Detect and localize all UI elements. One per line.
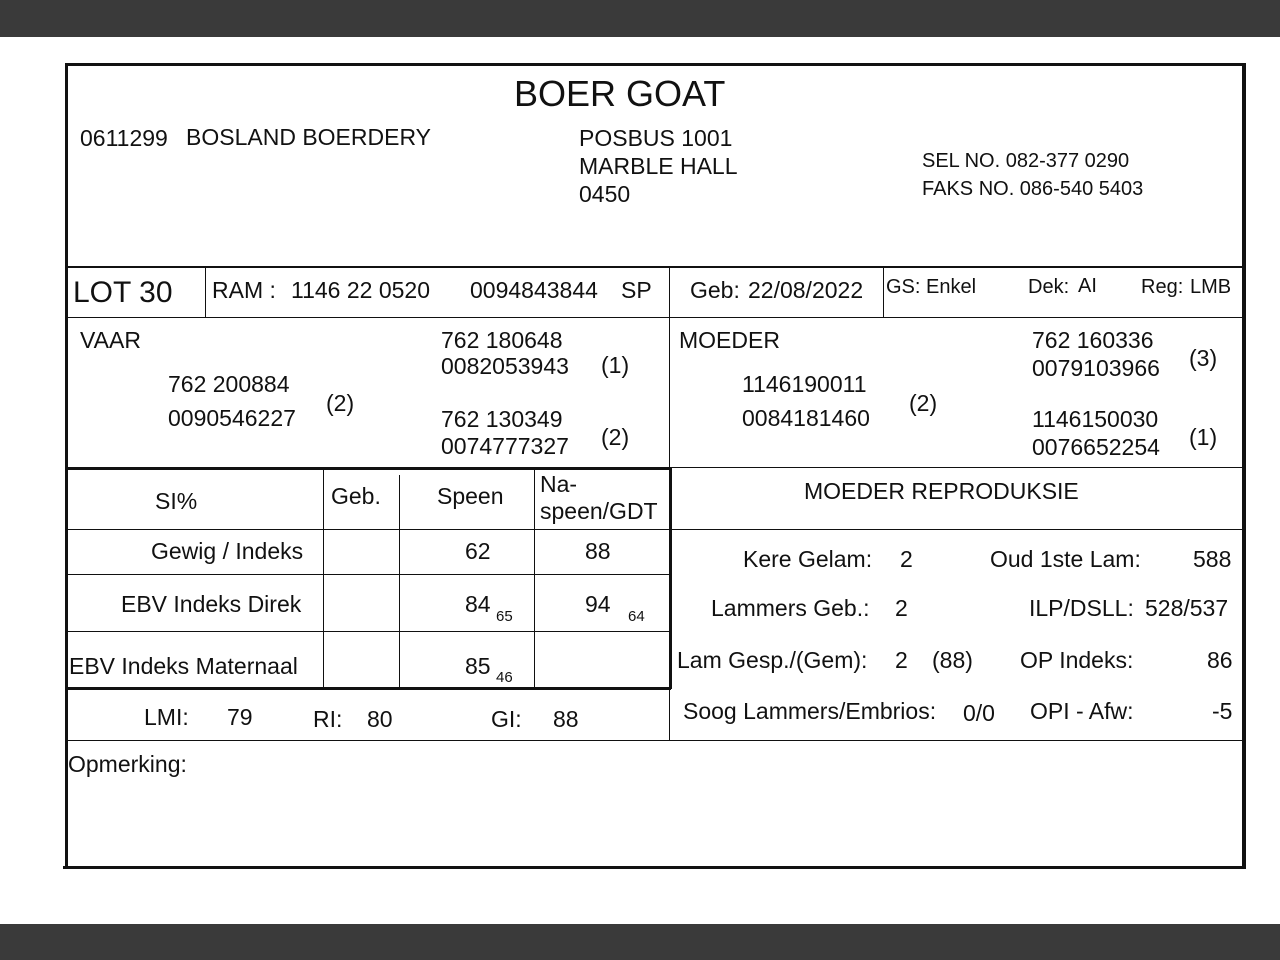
rule-lot-top: [67, 266, 1243, 268]
sire-dam-id: 762 130349: [441, 406, 563, 432]
address-line-2: MARBLE HALL: [579, 153, 738, 179]
rule-pedigree-bottom-left: [67, 467, 671, 470]
index-row-label: EBV Indeks Maternaal: [69, 653, 298, 679]
sire-sire-id: 762 180648: [441, 327, 563, 353]
opi-afw-label: OPI - Afw:: [1030, 698, 1134, 724]
address-line-3: 0450: [579, 181, 631, 207]
rule-si-col1: [323, 468, 324, 689]
ilp-dsll-value: 528/537: [1145, 595, 1229, 621]
dam-label: MOEDER: [679, 327, 780, 353]
dam-grade: (2): [909, 390, 938, 416]
dam-sire-number: 0079103966: [1032, 355, 1160, 381]
lmi-value: 79: [227, 704, 253, 730]
sire-id: 762 200884: [168, 371, 290, 397]
document-title: BOER GOAT: [514, 73, 726, 114]
reg-label: Reg:: [1141, 276, 1184, 298]
born-label: Geb:: [690, 277, 740, 303]
dam-id: 1146190011: [742, 371, 867, 397]
ilp-dsll-label: ILP/DSLL:: [1029, 595, 1134, 621]
index-row-naspeen-sub: 64: [628, 608, 645, 625]
index-row-speen-sub: 46: [496, 669, 513, 686]
dam-number: 0084181460: [742, 405, 870, 431]
reg-value: LMB: [1190, 276, 1232, 298]
index-row-speen-sub: 65: [496, 608, 513, 625]
index-row-speen: 84: [465, 591, 491, 617]
sire-dam-grade: (2): [601, 424, 630, 450]
lot-number: LOT 30: [73, 276, 173, 309]
born-date: 22/08/2022: [748, 277, 864, 303]
op-indeks-value: 86: [1207, 647, 1233, 673]
ram-number: 0094843844: [470, 277, 598, 303]
naspeen-header-line2: speen/GDT: [540, 498, 658, 524]
ri-value: 80: [367, 706, 393, 732]
cell-number: SEL NO. 082-377 0290: [922, 150, 1130, 172]
rule-lmi-bottom: [67, 740, 1243, 741]
dam-dam-id: 1146150030: [1032, 406, 1159, 432]
naspeen-header-line1: Na-: [540, 471, 578, 497]
dam-dam-number: 0076652254: [1032, 434, 1160, 460]
index-row-label: Gewig / Indeks: [151, 538, 304, 564]
rule-si-row2: [67, 631, 670, 632]
dam-sire-grade: (3): [1189, 345, 1218, 371]
ram-label: RAM :: [212, 277, 276, 303]
sire-number: 0090546227: [168, 405, 296, 431]
lmi-label: LMI:: [144, 704, 189, 730]
lammers-geb-value: 2: [895, 595, 908, 621]
ri-label: RI:: [313, 706, 343, 732]
rule-si-col2: [399, 475, 400, 689]
rule-geb-divider: [883, 267, 884, 318]
geb-header: Geb.: [331, 483, 381, 509]
index-row-naspeen: 94: [585, 591, 611, 617]
breeder-name: BOSLAND BOERDERY: [186, 124, 431, 150]
lam-gesp-label: Lam Gesp./(Gem):: [677, 647, 868, 673]
bottom-letterbox-bar: [0, 924, 1280, 960]
rule-si-header-bottom: [67, 529, 1243, 530]
op-indeks-label: OP Indeks:: [1020, 647, 1134, 673]
si-header: SI%: [155, 488, 198, 514]
fax-number: FAKS NO. 086-540 5403: [922, 178, 1144, 200]
lam-gesp-avg: (88): [932, 647, 973, 673]
lam-gesp-value: 2: [895, 647, 908, 673]
index-row-speen: 62: [465, 538, 491, 564]
address-line-1: POSBUS 1001: [579, 125, 733, 151]
index-row-speen: 85: [465, 653, 491, 679]
rule-lot-bottom: [67, 317, 1243, 318]
frame-bottom: [63, 866, 1246, 869]
index-row-label: EBV Indeks Direk: [121, 591, 302, 617]
gi-label: GI:: [491, 706, 522, 732]
soog-lammers-label: Soog Lammers/Embrios:: [683, 698, 937, 724]
kere-gelam-value: 2: [900, 546, 913, 572]
ram-class: SP: [621, 277, 652, 303]
index-row-naspeen: 88: [585, 538, 611, 564]
rule-si-bottom: [67, 687, 671, 690]
oud-1ste-lam-value: 588: [1193, 546, 1232, 572]
dam-dam-grade: (1): [1189, 424, 1218, 450]
oud-1ste-lam-label: Oud 1ste Lam:: [990, 546, 1141, 572]
rule-pedigree-bottom-right: [671, 467, 1243, 468]
remarks-label: Opmerking:: [68, 751, 187, 777]
lammers-geb-label: Lammers Geb.:: [711, 595, 870, 621]
soog-lammers-value: 0/0: [963, 700, 995, 726]
sire-grade: (2): [326, 390, 355, 416]
kere-gelam-label: Kere Gelam:: [743, 546, 873, 572]
rule-si-col3: [534, 468, 535, 689]
sire-label: VAAR: [80, 327, 141, 353]
reproduction-title: MOEDER REPRODUKSIE: [804, 478, 1079, 504]
sire-sire-number: 0082053943: [441, 353, 569, 379]
top-letterbox-bar: [0, 0, 1280, 37]
gi-value: 88: [553, 706, 579, 732]
dek-label: Dek:: [1028, 276, 1070, 298]
speen-header: Speen: [437, 483, 504, 509]
birth-status: GS: Enkel: [886, 276, 977, 298]
opi-afw-value: -5: [1212, 698, 1233, 724]
dek-value: AI: [1078, 275, 1097, 297]
rule-lot-divider: [205, 267, 206, 318]
sire-dam-number: 0074777327: [441, 433, 569, 459]
sire-sire-grade: (1): [601, 352, 630, 378]
rule-si-row1: [67, 574, 670, 575]
dam-sire-id: 762 160336: [1032, 327, 1154, 353]
frame-top: [65, 63, 1246, 66]
rule-si-right: [669, 468, 672, 689]
ram-id: 1146 22 0520: [291, 277, 430, 303]
breeder-code: 0611299: [80, 125, 168, 151]
